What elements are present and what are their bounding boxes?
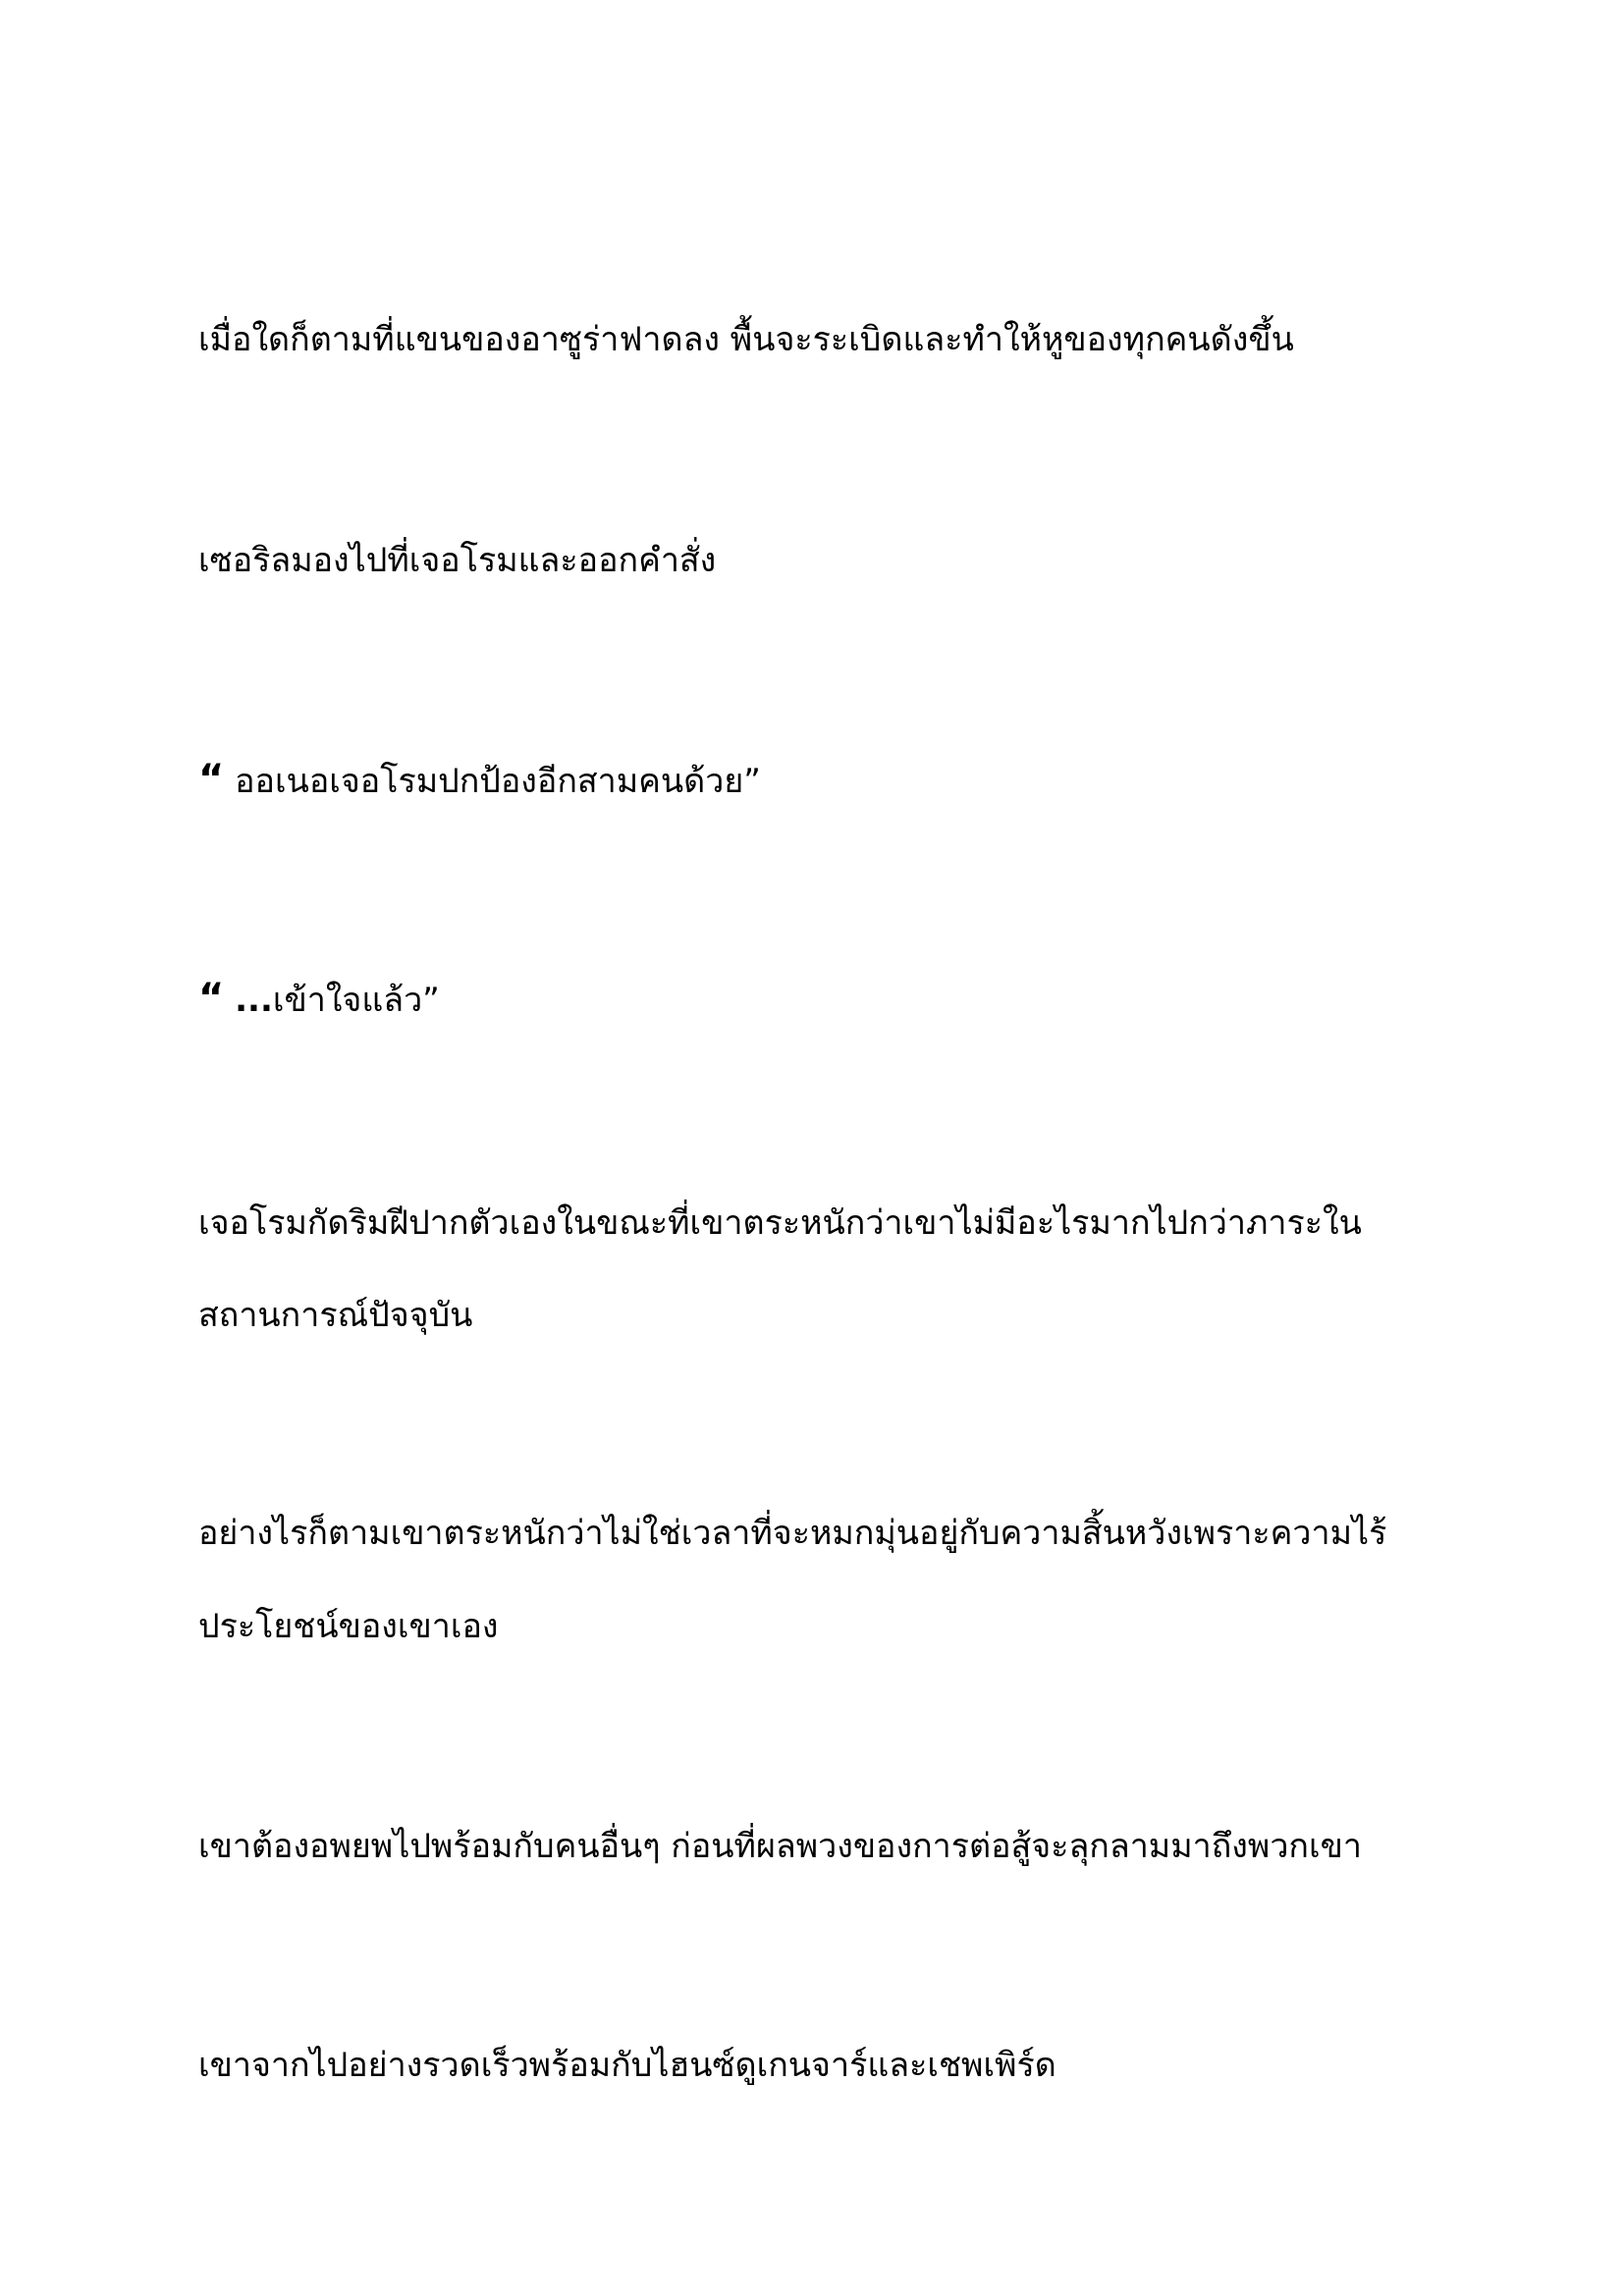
- opening-quote-mark: “: [198, 976, 225, 1021]
- paragraph-3-line-1: [198, 756, 761, 805]
- opening-quote-mark: “: [198, 757, 225, 802]
- paragraph-6-line-1: อย่างไรก็ตามเขาตระหนักว่าไม่ใช่เวลาที่จะหมกมุ่นอยู่กับความสิ้นหวังเพราะความไร้: [198, 1514, 1387, 1553]
- paragraph-6-line-2: ประโยชน์ของเขาเอง: [198, 1607, 499, 1646]
- paragraph-5-line-2: สถานการณ์ปัจจุบัน: [198, 1296, 473, 1335]
- paragraph-8-line-1: เขาจากไปอย่างรวดเร็วพร้อมกับไฮนซ์ดูเกนจาร์และเชพเพิร์ด: [198, 2046, 1056, 2085]
- ellipsis: ...: [235, 981, 273, 1020]
- dialogue-text: ออเนอเจอโรมปกป้องอีกสามคนด้วย”: [235, 762, 761, 801]
- paragraph-4-line-1: [198, 975, 440, 1024]
- paragraph-5-line-1: เจอโรมกัดริมฝีปากตัวเองในขณะที่เขาตระหนักว่าเขาไม่มีอะไรมากไปกว่าภาระใน: [198, 1203, 1362, 1243]
- dialogue-text: เข้าใจแล้ว”: [272, 981, 440, 1020]
- paragraph-2-line-1: เซอริลมองไปที่เจอโรมและออกคำสั่ง: [198, 541, 717, 580]
- paragraph-1-line-1: เมื่อใดก็ตามที่แขนของอาซูร่าฟาดลง พื้นจะระเบิดและทำให้หูของทุกคนดังขึ้น: [198, 320, 1294, 359]
- paragraph-7-line-1: เขาต้องอพยพไปพร้อมกับคนอื่นๆ ก่อนที่ผลพวงของการต่อสู้จะลุกลามมาถึงพวกเขา: [198, 1827, 1362, 1866]
